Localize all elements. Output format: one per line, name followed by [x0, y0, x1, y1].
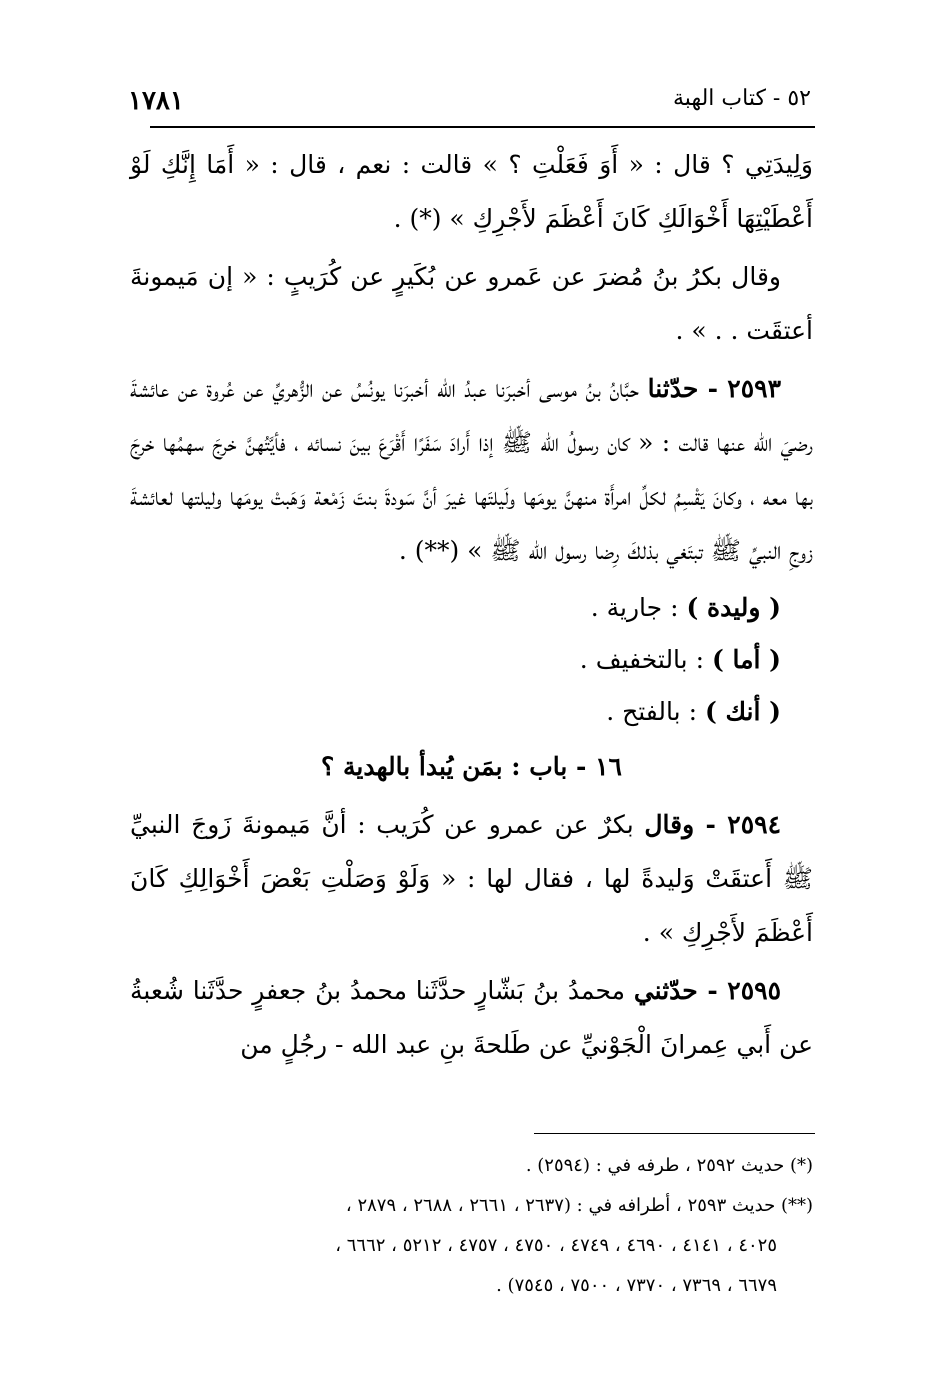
gloss-annaki [130, 686, 813, 738]
gloss-definition: : جارية . [590, 593, 679, 622]
hadith-2595 [130, 964, 813, 1072]
gloss-term: ( وليدة ) [686, 593, 781, 622]
chapter-heading: ١٦ - باب : بمَن يُبدأ بالهدية ؟ [321, 752, 622, 781]
gloss-definition: : بالتخفيف . [579, 645, 705, 674]
paragraph-text: وَلِيدَتِي ؟ قال : « أَوَ فَعَلْتِ ؟ » قالت : نعم ، قال : « أَمَا إِنَّكِ لَوْ أَعْطَيْتِهَا أَخْوَالَكِ كَانَ أَعْظَمَ لأَجْرِكِ » (*) . [130, 150, 813, 233]
hadith-text: محمدُ بنُ بَشّارٍ حدَّثَنا محمدُ بنُ جعفرٍ حدَّثَنا شُعبةُ عن أَبي عِمرانَ الْجَوْنيِّ عن طَلحةَ بنِ عبد الله - رجُلٍ من [130, 976, 813, 1059]
paragraph-continuation [130, 138, 813, 246]
hadith-number: ٢٥٩٤ - وقال [644, 810, 782, 839]
gloss-term: ( أنك ) [704, 697, 781, 726]
page-header [128, 86, 811, 122]
running-title: ٥٢ - كتاب الهبة [673, 86, 811, 111]
hadith-number: ٢٥٩٥ - حدّثني [633, 976, 782, 1005]
main-text [130, 138, 813, 1076]
gloss-ama [130, 634, 813, 686]
gloss-walida [130, 582, 813, 634]
hadith-2593 [130, 362, 813, 578]
footnote-1: (*) حديث ٢٥٩٢ ، طرفه في : (٢٥٩٤) . [525, 1155, 813, 1176]
page-number: ١٧٨١ [128, 86, 184, 116]
paragraph-text: وقال بكرُ بنُ مُضرَ عن عَمرو عن بُكَيرٍ عن كُرَيبٍ : « إن مَيمونةَ أعتقَت . . » . [130, 262, 813, 345]
footnote-2-line-2: ٤٠٢٥ ، ٤١٤١ ، ٤٦٩٠ ، ٤٧٤٩ ، ٤٧٥٠ ، ٤٧٥٧ ، ٥٢١٢ ، ٦٦٦٢ ، [335, 1235, 777, 1256]
header-rule [150, 126, 815, 128]
footnote-2-line-3: ٦٦٧٩ ، ٧٣٦٩ ، ٧٣٧٠ ، ٧٥٠٠ ، ٧٥٤٥) . [496, 1275, 777, 1296]
gloss-term: ( أما ) [711, 645, 781, 674]
paragraph-bakr [130, 250, 813, 358]
hadith-2594 [130, 798, 813, 960]
hadith-text: بكرٌ عن عمرو عن كُرَيب : أنَّ مَيمونةَ زَوجَ النبيِّ ﷺ أَعتقَتْ وَليدةً لها ، فقال لها : « وَلَوْ وَصَلْتِ بَعْضَ أَخْوَالِكِ كَانَ أَعْظَمَ لأَجْرِكِ » . [130, 810, 813, 947]
footnote-2-line-1: (**) حديث ٢٥٩٣ ، أطرافه في : (٢٦٣٧ ، ٢٦٦١ ، ٢٦٨٨ ، ٢٨٧٩ ، [345, 1195, 813, 1216]
footnotes [130, 1146, 813, 1306]
footnote-rule [534, 1133, 815, 1134]
hadith-number: ٢٥٩٣ - حدّثنا [647, 374, 782, 403]
hadith-text: حبَّانُ بنُ موسى أخبرَنا عبدُ الله أخبرَنا يونُسُ عن الزُّهريِّ عن عُروة عن عائشةَ رضيَ الله عنها قالت : « كان رسولُ الله ﷺ إذا أَرادَ سَفَرًا أَقْرَعَ بينَ نسائه ، فأيَّتُهنَّ خرجَ سهمُها خرجَ بها معه ، وكانَ يَقْسِمُ لكلِّ امرأَة منهنَّ يومَها ولَيلتَها غيرَ أنَّ سَودةَ بنتَ زَمْعة وَهَبتْ يومَها وليلتها لعائشةَ زوجِ النبيِّ ﷺ تبتَغي بذلكَ رِضا رسول الله ﷺ » (**) . [130, 374, 813, 565]
gloss-definition: : بالفتح . [606, 697, 697, 726]
